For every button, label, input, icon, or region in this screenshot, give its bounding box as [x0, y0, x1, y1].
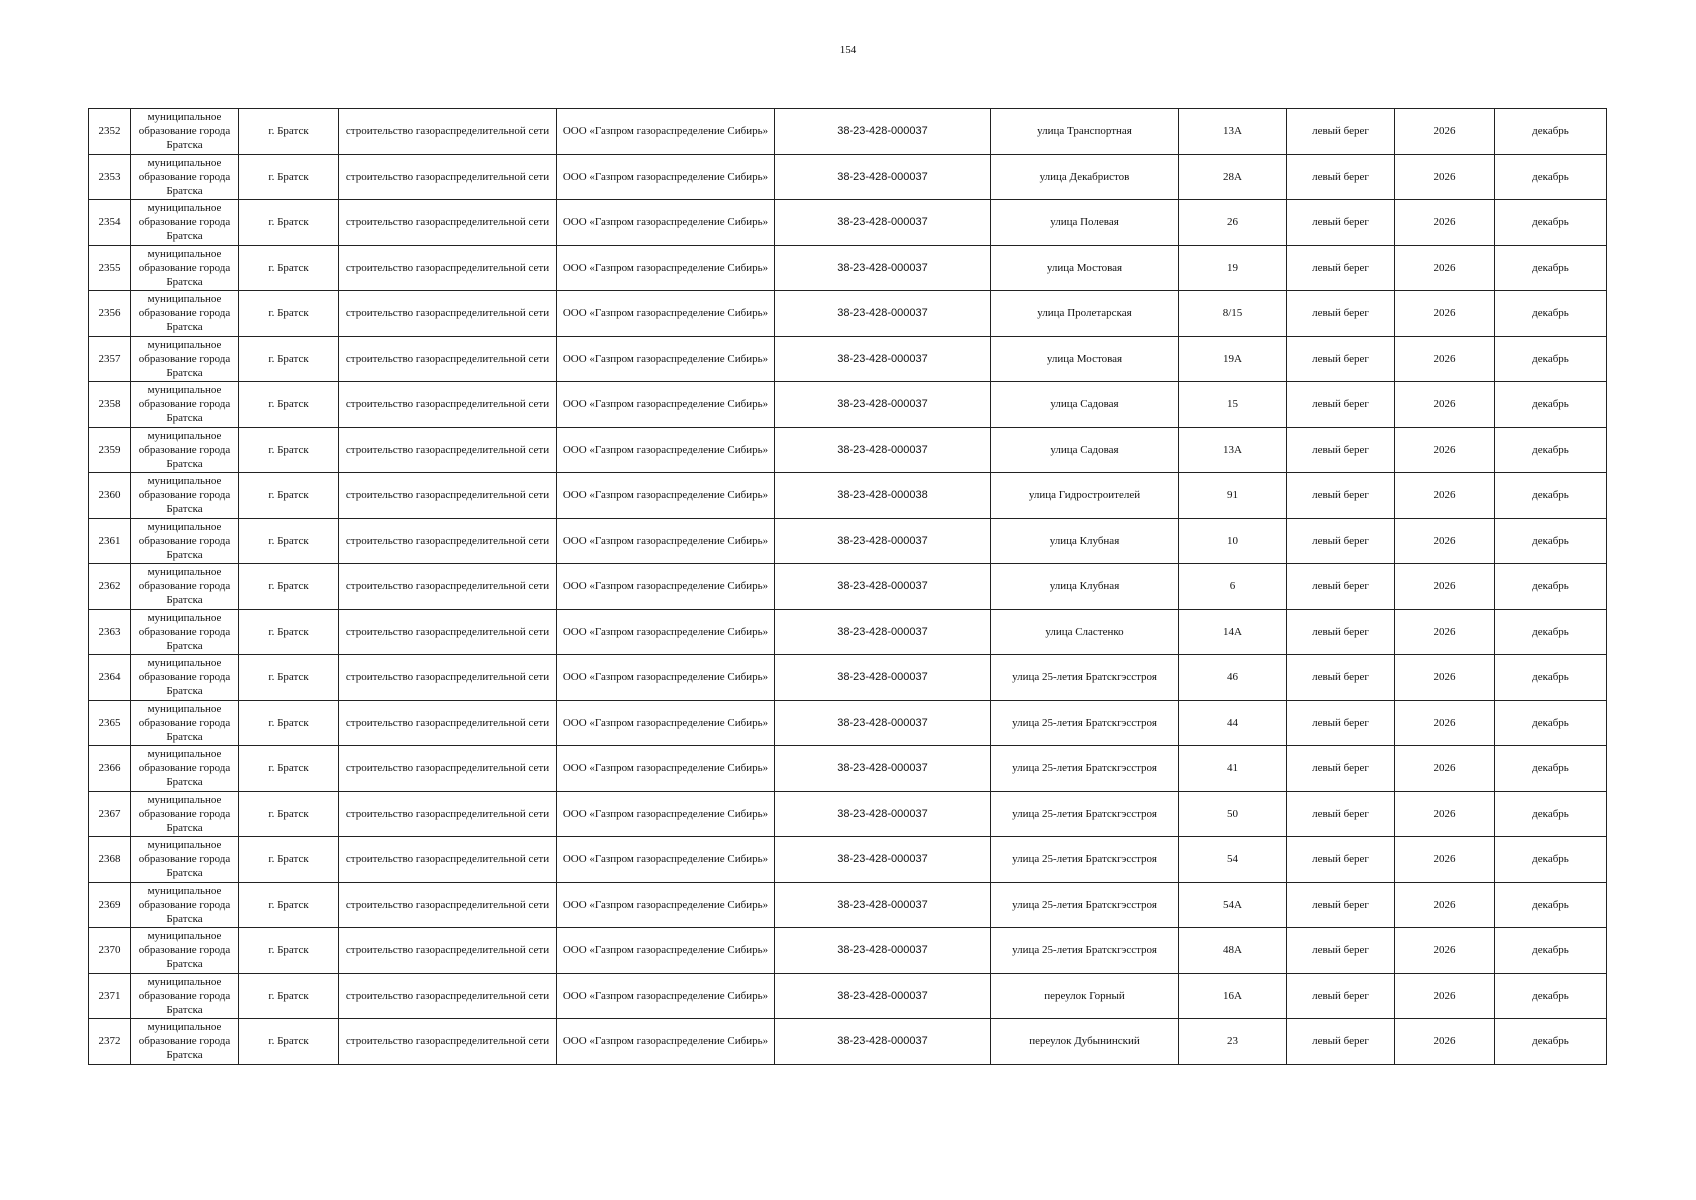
cell-city: г. Братск — [239, 1019, 339, 1065]
cell-work-type: строительство газораспределительной сети — [339, 1019, 557, 1065]
cell-city: г. Братск — [239, 518, 339, 564]
cell-month: декабрь — [1495, 109, 1607, 155]
cell-city: г. Братск — [239, 200, 339, 246]
cell-row-number: 2372 — [89, 1019, 131, 1065]
table-row — [89, 336, 1607, 382]
cell-municipality: муниципальное образование города Братска — [131, 382, 239, 428]
cell-work-type: строительство газораспределительной сети — [339, 837, 557, 883]
cell-row-number: 2363 — [89, 609, 131, 655]
cell-river-bank: левый берег — [1287, 473, 1395, 519]
cell-object-code: 38-23-428-000037 — [775, 928, 991, 974]
cell-object-code: 38-23-428-000037 — [775, 154, 991, 200]
cell-object-code: 38-23-428-000037 — [775, 882, 991, 928]
cell-municipality: муниципальное образование города Братска — [131, 700, 239, 746]
cell-municipality: муниципальное образование города Братска — [131, 109, 239, 155]
cell-organization: ООО «Газпром газораспределение Сибирь» — [557, 473, 775, 519]
cell-object-code: 38-23-428-000037 — [775, 291, 991, 337]
cell-municipality: муниципальное образование города Братска — [131, 245, 239, 291]
cell-row-number: 2355 — [89, 245, 131, 291]
cell-organization: ООО «Газпром газораспределение Сибирь» — [557, 746, 775, 792]
table-row — [89, 609, 1607, 655]
table-row — [89, 154, 1607, 200]
cell-object-code: 38-23-428-000037 — [775, 655, 991, 701]
cell-row-number: 2368 — [89, 837, 131, 883]
cell-city: г. Братск — [239, 609, 339, 655]
table-row — [89, 109, 1607, 155]
cell-city: г. Братск — [239, 746, 339, 792]
cell-work-type: строительство газораспределительной сети — [339, 109, 557, 155]
cell-row-number: 2366 — [89, 746, 131, 792]
cell-row-number: 2353 — [89, 154, 131, 200]
cell-city: г. Братск — [239, 882, 339, 928]
cell-municipality: муниципальное образование города Братска — [131, 791, 239, 837]
cell-municipality: муниципальное образование города Братска — [131, 973, 239, 1019]
cell-year: 2026 — [1395, 746, 1495, 792]
cell-object-code: 38-23-428-000037 — [775, 1019, 991, 1065]
cell-month: декабрь — [1495, 518, 1607, 564]
cell-row-number: 2357 — [89, 336, 131, 382]
cell-house-number: 14А — [1179, 609, 1287, 655]
cell-street: улица Мостовая — [991, 336, 1179, 382]
cell-object-code: 38-23-428-000037 — [775, 427, 991, 473]
cell-organization: ООО «Газпром газораспределение Сибирь» — [557, 928, 775, 974]
cell-row-number: 2364 — [89, 655, 131, 701]
cell-street: улица Сластенко — [991, 609, 1179, 655]
cell-object-code: 38-23-428-000037 — [775, 609, 991, 655]
cell-object-code: 38-23-428-000038 — [775, 473, 991, 519]
cell-city: г. Братск — [239, 655, 339, 701]
cell-city: г. Братск — [239, 154, 339, 200]
cell-row-number: 2354 — [89, 200, 131, 246]
cell-organization: ООО «Газпром газораспределение Сибирь» — [557, 518, 775, 564]
cell-object-code: 38-23-428-000037 — [775, 973, 991, 1019]
cell-organization: ООО «Газпром газораспределение Сибирь» — [557, 609, 775, 655]
cell-row-number: 2365 — [89, 700, 131, 746]
cell-month: декабрь — [1495, 791, 1607, 837]
cell-month: декабрь — [1495, 746, 1607, 792]
table-row — [89, 473, 1607, 519]
cell-organization: ООО «Газпром газораспределение Сибирь» — [557, 1019, 775, 1065]
cell-river-bank: левый берег — [1287, 700, 1395, 746]
cell-work-type: строительство газораспределительной сети — [339, 882, 557, 928]
cell-municipality: муниципальное образование города Братска — [131, 473, 239, 519]
cell-street: улица Клубная — [991, 564, 1179, 610]
cell-street: переулок Дубынинский — [991, 1019, 1179, 1065]
cell-organization: ООО «Газпром газораспределение Сибирь» — [557, 154, 775, 200]
cell-city: г. Братск — [239, 973, 339, 1019]
cell-month: декабрь — [1495, 837, 1607, 883]
cell-year: 2026 — [1395, 837, 1495, 883]
cell-work-type: строительство газораспределительной сети — [339, 564, 557, 610]
cell-house-number: 13А — [1179, 109, 1287, 155]
cell-year: 2026 — [1395, 382, 1495, 428]
cell-river-bank: левый берег — [1287, 427, 1395, 473]
cell-street: переулок Горный — [991, 973, 1179, 1019]
cell-city: г. Братск — [239, 291, 339, 337]
cell-work-type: строительство газораспределительной сети — [339, 473, 557, 519]
cell-river-bank: левый берег — [1287, 245, 1395, 291]
cell-organization: ООО «Газпром газораспределение Сибирь» — [557, 564, 775, 610]
cell-row-number: 2360 — [89, 473, 131, 519]
cell-street: улица Пролетарская — [991, 291, 1179, 337]
cell-river-bank: левый берег — [1287, 518, 1395, 564]
cell-object-code: 38-23-428-000037 — [775, 109, 991, 155]
cell-house-number: 50 — [1179, 791, 1287, 837]
cell-year: 2026 — [1395, 154, 1495, 200]
cell-organization: ООО «Газпром газораспределение Сибирь» — [557, 837, 775, 883]
cell-object-code: 38-23-428-000037 — [775, 200, 991, 246]
cell-work-type: строительство газораспределительной сети — [339, 655, 557, 701]
table-row — [89, 518, 1607, 564]
cell-river-bank: левый берег — [1287, 791, 1395, 837]
cell-street: улица Садовая — [991, 382, 1179, 428]
cell-municipality: муниципальное образование города Братска — [131, 291, 239, 337]
cell-month: декабрь — [1495, 245, 1607, 291]
cell-organization: ООО «Газпром газораспределение Сибирь» — [557, 882, 775, 928]
cell-street: улица Декабристов — [991, 154, 1179, 200]
cell-object-code: 38-23-428-000037 — [775, 382, 991, 428]
cell-house-number: 28А — [1179, 154, 1287, 200]
cell-street: улица Садовая — [991, 427, 1179, 473]
cell-house-number: 54 — [1179, 837, 1287, 883]
cell-work-type: строительство газораспределительной сети — [339, 291, 557, 337]
cell-row-number: 2370 — [89, 928, 131, 974]
cell-city: г. Братск — [239, 427, 339, 473]
cell-year: 2026 — [1395, 200, 1495, 246]
cell-house-number: 19А — [1179, 336, 1287, 382]
cell-street: улица 25-летия Братскгэсстроя — [991, 928, 1179, 974]
cell-street: улица 25-летия Братскгэсстроя — [991, 700, 1179, 746]
cell-year: 2026 — [1395, 245, 1495, 291]
cell-work-type: строительство газораспределительной сети — [339, 427, 557, 473]
cell-municipality: муниципальное образование города Братска — [131, 336, 239, 382]
table-row — [89, 882, 1607, 928]
cell-organization: ООО «Газпром газораспределение Сибирь» — [557, 655, 775, 701]
cell-month: декабрь — [1495, 700, 1607, 746]
cell-river-bank: левый берег — [1287, 655, 1395, 701]
cell-month: декабрь — [1495, 200, 1607, 246]
cell-river-bank: левый берег — [1287, 291, 1395, 337]
cell-work-type: строительство газораспределительной сети — [339, 518, 557, 564]
cell-city: г. Братск — [239, 564, 339, 610]
cell-year: 2026 — [1395, 291, 1495, 337]
cell-house-number: 26 — [1179, 200, 1287, 246]
cell-month: декабрь — [1495, 154, 1607, 200]
cell-street: улица 25-летия Братскгэсстроя — [991, 791, 1179, 837]
cell-municipality: муниципальное образование города Братска — [131, 882, 239, 928]
cell-object-code: 38-23-428-000037 — [775, 746, 991, 792]
cell-object-code: 38-23-428-000037 — [775, 564, 991, 610]
cell-city: г. Братск — [239, 700, 339, 746]
cell-work-type: строительство газораспределительной сети — [339, 200, 557, 246]
cell-municipality: муниципальное образование города Братска — [131, 609, 239, 655]
cell-street: улица 25-летия Братскгэсстроя — [991, 882, 1179, 928]
cell-row-number: 2359 — [89, 427, 131, 473]
table-row — [89, 973, 1607, 1019]
cell-year: 2026 — [1395, 473, 1495, 519]
cell-house-number: 16А — [1179, 973, 1287, 1019]
cell-house-number: 19 — [1179, 245, 1287, 291]
cell-city: г. Братск — [239, 336, 339, 382]
cell-organization: ООО «Газпром газораспределение Сибирь» — [557, 973, 775, 1019]
cell-row-number: 2358 — [89, 382, 131, 428]
cell-house-number: 8/15 — [1179, 291, 1287, 337]
cell-house-number: 10 — [1179, 518, 1287, 564]
cell-row-number: 2371 — [89, 973, 131, 1019]
cell-object-code: 38-23-428-000037 — [775, 791, 991, 837]
cell-river-bank: левый берег — [1287, 837, 1395, 883]
cell-year: 2026 — [1395, 564, 1495, 610]
table-row — [89, 382, 1607, 428]
cell-river-bank: левый берег — [1287, 200, 1395, 246]
cell-house-number: 15 — [1179, 382, 1287, 428]
cell-year: 2026 — [1395, 791, 1495, 837]
cell-work-type: строительство газораспределительной сети — [339, 973, 557, 1019]
cell-object-code: 38-23-428-000037 — [775, 336, 991, 382]
cell-river-bank: левый берег — [1287, 609, 1395, 655]
registry-table — [88, 108, 1607, 1065]
cell-month: декабрь — [1495, 1019, 1607, 1065]
cell-organization: ООО «Газпром газораспределение Сибирь» — [557, 791, 775, 837]
cell-municipality: муниципальное образование города Братска — [131, 154, 239, 200]
cell-street: улица Транспортная — [991, 109, 1179, 155]
cell-organization: ООО «Газпром газораспределение Сибирь» — [557, 291, 775, 337]
table-row — [89, 928, 1607, 974]
cell-organization: ООО «Газпром газораспределение Сибирь» — [557, 109, 775, 155]
cell-street: улица 25-летия Братскгэсстроя — [991, 837, 1179, 883]
table-row — [89, 564, 1607, 610]
cell-street: улица 25-летия Братскгэсстроя — [991, 746, 1179, 792]
cell-municipality: муниципальное образование города Братска — [131, 655, 239, 701]
cell-work-type: строительство газораспределительной сети — [339, 700, 557, 746]
cell-year: 2026 — [1395, 700, 1495, 746]
cell-city: г. Братск — [239, 928, 339, 974]
table-row — [89, 245, 1607, 291]
cell-month: декабрь — [1495, 973, 1607, 1019]
cell-city: г. Братск — [239, 791, 339, 837]
cell-year: 2026 — [1395, 336, 1495, 382]
cell-row-number: 2352 — [89, 109, 131, 155]
cell-work-type: строительство газораспределительной сети — [339, 245, 557, 291]
cell-municipality: муниципальное образование города Братска — [131, 564, 239, 610]
cell-object-code: 38-23-428-000037 — [775, 245, 991, 291]
cell-house-number: 48А — [1179, 928, 1287, 974]
cell-month: декабрь — [1495, 382, 1607, 428]
cell-house-number: 23 — [1179, 1019, 1287, 1065]
cell-municipality: муниципальное образование города Братска — [131, 200, 239, 246]
cell-work-type: строительство газораспределительной сети — [339, 609, 557, 655]
cell-month: декабрь — [1495, 473, 1607, 519]
cell-object-code: 38-23-428-000037 — [775, 518, 991, 564]
cell-house-number: 54А — [1179, 882, 1287, 928]
cell-house-number: 46 — [1179, 655, 1287, 701]
table-row — [89, 837, 1607, 883]
cell-river-bank: левый берег — [1287, 746, 1395, 792]
cell-organization: ООО «Газпром газораспределение Сибирь» — [557, 427, 775, 473]
cell-row-number: 2369 — [89, 882, 131, 928]
table-row — [89, 1019, 1607, 1065]
table-row — [89, 655, 1607, 701]
cell-city: г. Братск — [239, 245, 339, 291]
registry-table-body — [89, 109, 1607, 1065]
cell-river-bank: левый берег — [1287, 382, 1395, 428]
cell-city: г. Братск — [239, 473, 339, 519]
cell-municipality: муниципальное образование города Братска — [131, 518, 239, 564]
cell-house-number: 41 — [1179, 746, 1287, 792]
cell-city: г. Братск — [239, 382, 339, 428]
cell-row-number: 2361 — [89, 518, 131, 564]
cell-year: 2026 — [1395, 655, 1495, 701]
cell-city: г. Братск — [239, 109, 339, 155]
cell-year: 2026 — [1395, 109, 1495, 155]
cell-year: 2026 — [1395, 609, 1495, 655]
cell-house-number: 13А — [1179, 427, 1287, 473]
cell-municipality: муниципальное образование города Братска — [131, 837, 239, 883]
cell-work-type: строительство газораспределительной сети — [339, 928, 557, 974]
cell-row-number: 2362 — [89, 564, 131, 610]
cell-work-type: строительство газораспределительной сети — [339, 791, 557, 837]
table-row — [89, 291, 1607, 337]
cell-work-type: строительство газораспределительной сети — [339, 382, 557, 428]
table-row — [89, 791, 1607, 837]
cell-river-bank: левый берег — [1287, 928, 1395, 974]
cell-house-number: 44 — [1179, 700, 1287, 746]
cell-organization: ООО «Газпром газораспределение Сибирь» — [557, 336, 775, 382]
cell-city: г. Братск — [239, 837, 339, 883]
table-row — [89, 427, 1607, 473]
cell-organization: ООО «Газпром газораспределение Сибирь» — [557, 200, 775, 246]
cell-river-bank: левый берег — [1287, 336, 1395, 382]
cell-work-type: строительство газораспределительной сети — [339, 746, 557, 792]
cell-house-number: 6 — [1179, 564, 1287, 610]
cell-month: декабрь — [1495, 655, 1607, 701]
cell-street: улица Гидростроителей — [991, 473, 1179, 519]
cell-river-bank: левый берег — [1287, 154, 1395, 200]
cell-street: улица 25-летия Братскгэсстроя — [991, 655, 1179, 701]
cell-river-bank: левый берег — [1287, 973, 1395, 1019]
cell-month: декабрь — [1495, 336, 1607, 382]
cell-municipality: муниципальное образование города Братска — [131, 427, 239, 473]
cell-row-number: 2367 — [89, 791, 131, 837]
cell-municipality: муниципальное образование города Братска — [131, 1019, 239, 1065]
cell-month: декабрь — [1495, 564, 1607, 610]
cell-year: 2026 — [1395, 518, 1495, 564]
cell-house-number: 91 — [1179, 473, 1287, 519]
cell-month: декабрь — [1495, 291, 1607, 337]
cell-year: 2026 — [1395, 973, 1495, 1019]
table-row — [89, 746, 1607, 792]
cell-organization: ООО «Газпром газораспределение Сибирь» — [557, 382, 775, 428]
cell-municipality: муниципальное образование города Братска — [131, 928, 239, 974]
cell-work-type: строительство газораспределительной сети — [339, 336, 557, 382]
cell-month: декабрь — [1495, 609, 1607, 655]
cell-river-bank: левый берег — [1287, 564, 1395, 610]
page-number: 154 — [839, 44, 857, 56]
cell-object-code: 38-23-428-000037 — [775, 700, 991, 746]
cell-row-number: 2356 — [89, 291, 131, 337]
cell-street: улица Мостовая — [991, 245, 1179, 291]
cell-organization: ООО «Газпром газораспределение Сибирь» — [557, 700, 775, 746]
cell-organization: ООО «Газпром газораспределение Сибирь» — [557, 245, 775, 291]
cell-river-bank: левый берег — [1287, 882, 1395, 928]
cell-work-type: строительство газораспределительной сети — [339, 154, 557, 200]
cell-object-code: 38-23-428-000037 — [775, 837, 991, 883]
cell-street: улица Полевая — [991, 200, 1179, 246]
cell-year: 2026 — [1395, 928, 1495, 974]
cell-year: 2026 — [1395, 882, 1495, 928]
cell-year: 2026 — [1395, 1019, 1495, 1065]
table-row — [89, 700, 1607, 746]
cell-street: улица Клубная — [991, 518, 1179, 564]
cell-river-bank: левый берег — [1287, 1019, 1395, 1065]
cell-month: декабрь — [1495, 928, 1607, 974]
cell-river-bank: левый берег — [1287, 109, 1395, 155]
cell-year: 2026 — [1395, 427, 1495, 473]
cell-municipality: муниципальное образование города Братска — [131, 746, 239, 792]
table-row — [89, 200, 1607, 246]
cell-month: декабрь — [1495, 427, 1607, 473]
cell-month: декабрь — [1495, 882, 1607, 928]
